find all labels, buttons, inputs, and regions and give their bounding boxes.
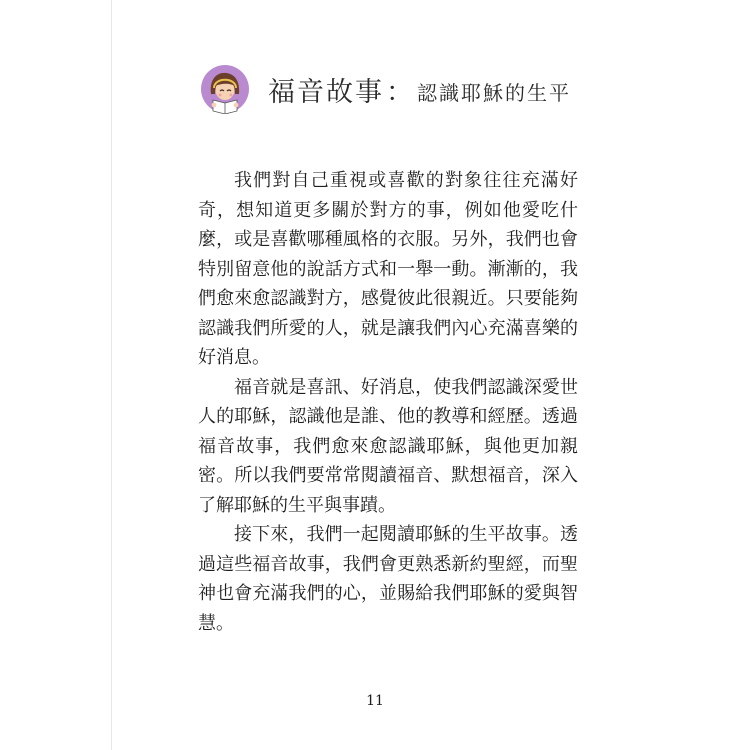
- paragraph-2: 福音就是喜訊、好消息，使我們認識深愛世人的耶穌，認識他是誰、他的教導和經歷。透過福音故事，我們愈來愈認識耶穌，與他更加親密。所以我們要常常閱讀福音、默想福音，深入了解耶穌的生平與事蹟。: [198, 376, 578, 516]
- chapter-header: [200, 64, 571, 114]
- paragraph-1: 我們對自己重視或喜歡的對象往往充滿好奇，想知道更多關於對方的事，例如他愛吃什麼，或是喜歡哪種風格的衣服。另外，我們也會特別留意他的說話方式和一舉一動。漸漸的，我們愈來愈認識對方，感覺彼此很親近。只要能夠認識我們所愛的人，就是讓我們內心充滿喜樂的好消息。: [198, 170, 578, 368]
- page-number: 11: [366, 693, 384, 709]
- girl-reading-book-icon: [200, 64, 250, 114]
- page-spine-divider: [111, 0, 112, 750]
- paragraph-3: 接下來，我們一起閱讀耶穌的生平故事。透過這些福音故事，我們會更熟悉新約聖經，而聖神也會充滿我們的心，並賜給我們耶穌的愛與智慧。: [198, 524, 578, 634]
- chapter-subtitle: 認識耶穌的生平: [417, 80, 571, 105]
- chapter-title: 福音故事: [268, 76, 384, 108]
- chapter-title-colon: ：: [386, 76, 413, 108]
- body-text: [198, 166, 578, 638]
